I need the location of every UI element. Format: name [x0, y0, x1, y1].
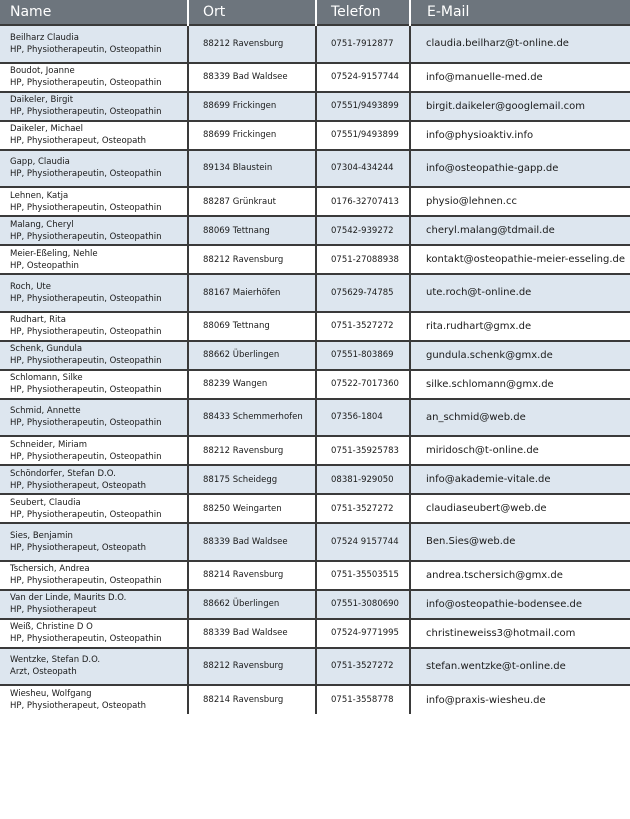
- cell-name: [0, 341, 188, 370]
- table-row: [0, 370, 630, 399]
- person-title: HP, Physiotherapeutin, Osteopathin: [10, 202, 162, 213]
- table-row: [0, 619, 630, 648]
- cell-ort: 88250 Weingarten: [188, 494, 316, 523]
- cell-ort: 88662 Überlingen: [188, 341, 316, 370]
- cell-telefon: 0751-3527272: [316, 494, 410, 523]
- person-name: Beilharz Claudia: [10, 32, 79, 43]
- cell-name: [0, 523, 188, 561]
- table-row: [0, 436, 630, 465]
- cell-email[interactable]: ute.roch@t-online.de: [410, 274, 630, 312]
- person-name: Schlomann, Silke: [10, 373, 83, 383]
- person-name: Daikeler, Birgit: [10, 95, 74, 105]
- cell-email[interactable]: gundula.schenk@gmx.de: [410, 341, 630, 370]
- table-row: [0, 150, 630, 188]
- person-title: HP, Physiotherapeut, Osteopath: [10, 542, 147, 553]
- person-title: HP, Physiotherapeut: [10, 605, 97, 615]
- cell-telefon: 07524-9157744: [316, 63, 410, 92]
- column-header-ort: Ort: [188, 0, 316, 25]
- person-title: HP, Physiotherapeutin, Osteopathin: [10, 327, 162, 337]
- table-row: [0, 648, 630, 686]
- cell-telefon: 07542-939272: [316, 216, 410, 245]
- cell-name: [0, 619, 188, 648]
- cell-email[interactable]: christineweiss3@hotmail.com: [410, 619, 630, 648]
- cell-ort: 88175 Scheidegg: [188, 465, 316, 494]
- cell-ort: 88212 Ravensburg: [188, 245, 316, 274]
- cell-name: [0, 245, 188, 274]
- cell-ort: 88214 Ravensburg: [188, 685, 316, 714]
- person-title: HP, Physiotherapeutin, Osteopathin: [10, 169, 162, 180]
- cell-name: [0, 63, 188, 92]
- cell-name: [0, 150, 188, 188]
- cell-telefon: 08381-929050: [316, 465, 410, 494]
- cell-name: [0, 312, 188, 341]
- person-name: Wiesheu, Wolfgang: [10, 689, 92, 699]
- cell-email[interactable]: miridosch@t-online.de: [410, 436, 630, 465]
- cell-email[interactable]: Ben.Sies@web.de: [410, 523, 630, 561]
- cell-telefon: 0751-7912877: [316, 25, 410, 63]
- table-header: [0, 0, 630, 25]
- person-name: Rudhart, Rita: [10, 315, 66, 325]
- cell-telefon: 07356-1804: [316, 399, 410, 437]
- cell-telefon: 0751-3558778: [316, 685, 410, 714]
- cell-email[interactable]: info@osteopathie-gapp.de: [410, 150, 630, 188]
- person-title: HP, Physiotherapeutin, Osteopathin: [10, 634, 162, 644]
- cell-email[interactable]: an_schmid@web.de: [410, 399, 630, 437]
- cell-email[interactable]: kontakt@osteopathie-meier-esseling.de: [410, 245, 630, 274]
- person-name: Weiß, Christine D O: [10, 622, 93, 632]
- cell-telefon: 07524-9771995: [316, 619, 410, 648]
- cell-ort: 88433 Schemmerhofen: [188, 399, 316, 437]
- cell-telefon: 0751-3527272: [316, 312, 410, 341]
- cell-telefon: 07304-434244: [316, 150, 410, 188]
- person-title: Arzt, Osteopath: [10, 667, 77, 678]
- cell-name: [0, 216, 188, 245]
- person-title: HP, Physiotherapeutin, Osteopathin: [10, 107, 162, 117]
- cell-telefon: 07522-7017360: [316, 370, 410, 399]
- table-row: [0, 685, 630, 714]
- cell-ort: 88699 Frickingen: [188, 121, 316, 150]
- cell-name: [0, 436, 188, 465]
- cell-email[interactable]: stefan.wentzke@t-online.de: [410, 648, 630, 686]
- cell-name: [0, 590, 188, 619]
- cell-ort: 88069 Tettnang: [188, 312, 316, 341]
- cell-ort: 88339 Bad Waldsee: [188, 63, 316, 92]
- cell-ort: 88212 Ravensburg: [188, 436, 316, 465]
- person-name: Schmid, Annette: [10, 406, 81, 417]
- table-row: [0, 187, 630, 216]
- person-title: HP, Physiotherapeutin, Osteopathin: [10, 385, 162, 395]
- table-row: [0, 494, 630, 523]
- cell-email[interactable]: claudiaseubert@web.de: [410, 494, 630, 523]
- table-row: [0, 92, 630, 121]
- column-header-name: Name: [0, 0, 188, 25]
- cell-name: [0, 399, 188, 437]
- person-title: HP, Physiotherapeutin, Osteopathin: [10, 576, 162, 586]
- table-row: [0, 561, 630, 590]
- cell-ort: 88699 Frickingen: [188, 92, 316, 121]
- header-row: [0, 0, 630, 25]
- table-row: [0, 341, 630, 370]
- person-title: HP, Physiotherapeutin, Osteopathin: [10, 356, 162, 366]
- person-name: Lehnen, Katja: [10, 190, 69, 201]
- cell-name: [0, 494, 188, 523]
- person-name: Schneider, Miriam: [10, 439, 87, 450]
- cell-name: [0, 274, 188, 312]
- cell-name: [0, 187, 188, 216]
- cell-telefon: 07551/9493899: [316, 92, 410, 121]
- person-title: HP, Physiotherapeutin, Osteopathin: [10, 231, 162, 242]
- person-name: Tschersich, Andrea: [10, 564, 90, 574]
- person-name: Roch, Ute: [10, 281, 51, 292]
- cell-name: [0, 92, 188, 121]
- table-row: [0, 465, 630, 494]
- cell-telefon: 0751-35503515: [316, 561, 410, 590]
- cell-email[interactable]: info@manuelle-med.de: [410, 63, 630, 92]
- cell-name: [0, 561, 188, 590]
- cell-ort: 88339 Bad Waldsee: [188, 619, 316, 648]
- cell-email[interactable]: andrea.tschersich@gmx.de: [410, 561, 630, 590]
- cell-email[interactable]: cheryl.malang@tdmail.de: [410, 216, 630, 245]
- person-name: Daikeler, Michael: [10, 124, 84, 134]
- cell-email[interactable]: silke.schlomann@gmx.de: [410, 370, 630, 399]
- person-name: Schenk, Gundula: [10, 344, 83, 354]
- cell-email[interactable]: info@praxis-wiesheu.de: [410, 685, 630, 714]
- person-name: Seubert, Claudia: [10, 497, 81, 508]
- cell-telefon: 0751-3527272: [316, 648, 410, 686]
- cell-ort: 88214 Ravensburg: [188, 561, 316, 590]
- cell-telefon: 0751-35925783: [316, 436, 410, 465]
- cell-telefon: 075629-74785: [316, 274, 410, 312]
- column-header-telefon: Telefon: [316, 0, 410, 25]
- person-title: HP, Physiotherapeut, Osteopath: [10, 701, 147, 711]
- person-name: Schöndorfer, Stefan D.O.: [10, 468, 116, 479]
- person-title: HP, Physiotherapeut, Osteopath: [10, 480, 147, 491]
- table-row: [0, 274, 630, 312]
- cell-ort: 88287 Grünkraut: [188, 187, 316, 216]
- person-title: HP, Physiotherapeutin, Osteopathin: [10, 293, 162, 304]
- cell-ort: 88662 Überlingen: [188, 590, 316, 619]
- column-header-email: E-Mail: [410, 0, 630, 25]
- cell-email[interactable]: birgit.daikeler@googlemail.com: [410, 92, 630, 121]
- cell-ort: 88069 Tettnang: [188, 216, 316, 245]
- cell-ort: 88212 Ravensburg: [188, 648, 316, 686]
- cell-telefon: 07524 9157744: [316, 523, 410, 561]
- cell-email[interactable]: rita.rudhart@gmx.de: [410, 312, 630, 341]
- table-body: [0, 25, 630, 714]
- cell-ort: 89134 Blaustein: [188, 150, 316, 188]
- person-title: HP, Osteopathin: [10, 260, 79, 271]
- cell-telefon: 0176-32707413: [316, 187, 410, 216]
- cell-ort: 88339 Bad Waldsee: [188, 523, 316, 561]
- cell-name: [0, 25, 188, 63]
- table-row: [0, 63, 630, 92]
- cell-name: [0, 121, 188, 150]
- cell-telefon: 0751-27088938: [316, 245, 410, 274]
- table-row: [0, 121, 630, 150]
- cell-email[interactable]: physio@lehnen.cc: [410, 187, 630, 216]
- table-row: [0, 590, 630, 619]
- person-title: HP, Physiotherapeutin, Osteopathin: [10, 418, 162, 429]
- cell-name: [0, 648, 188, 686]
- person-name: Wentzke, Stefan D.O.: [10, 655, 101, 666]
- person-title: HP, Physiotherapeutin, Osteopathin: [10, 451, 162, 462]
- cell-telefon: 07551-3080690: [316, 590, 410, 619]
- cell-email[interactable]: info@akademie-vitale.de: [410, 465, 630, 494]
- person-name: Gapp, Claudia: [10, 157, 70, 168]
- person-title: HP, Physiotherapeutin, Osteopathin: [10, 44, 162, 55]
- table-row: [0, 523, 630, 561]
- person-name: Van der Linde, Maurits D.O.: [10, 593, 127, 603]
- cell-ort: 88212 Ravensburg: [188, 25, 316, 63]
- cell-email[interactable]: info@physioaktiv.info: [410, 121, 630, 150]
- person-title: HP, Physiotherapeutin, Osteopathin: [10, 509, 162, 520]
- person-name: Meier-Eßeling, Nehle: [10, 248, 98, 259]
- cell-email[interactable]: claudia.beilharz@t-online.de: [410, 25, 630, 63]
- table-row: [0, 399, 630, 437]
- cell-ort: 88167 Maierhöfen: [188, 274, 316, 312]
- table-row: [0, 25, 630, 63]
- person-name: Boudot, Joanne: [10, 66, 75, 76]
- cell-telefon: 07551-803869: [316, 341, 410, 370]
- cell-telefon: 07551/9493899: [316, 121, 410, 150]
- person-name: Sies, Benjamin: [10, 530, 73, 541]
- cell-name: [0, 465, 188, 494]
- person-title: HP, Physiotherapeutin, Osteopathin: [10, 78, 162, 88]
- cell-name: [0, 685, 188, 714]
- person-name: Malang, Cheryl: [10, 219, 74, 230]
- cell-ort: 88239 Wangen: [188, 370, 316, 399]
- cell-email[interactable]: info@osteopathie-bodensee.de: [410, 590, 630, 619]
- person-title: HP, Physiotherapeut, Osteopath: [10, 136, 147, 146]
- table-row: [0, 245, 630, 274]
- table-row: [0, 312, 630, 341]
- cell-name: [0, 370, 188, 399]
- table-row: [0, 216, 630, 245]
